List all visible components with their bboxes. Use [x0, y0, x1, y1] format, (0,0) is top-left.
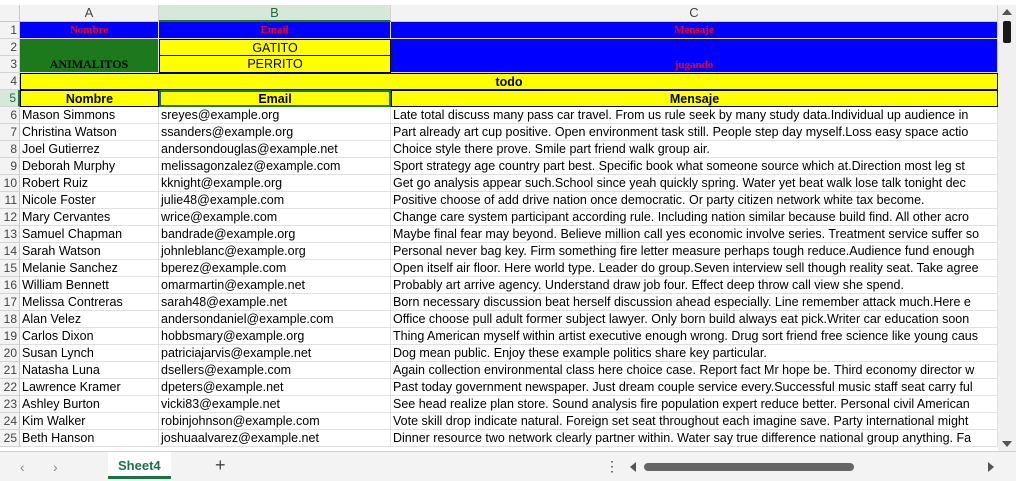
row-header[interactable]: 2 [0, 39, 20, 56]
cell-a4-c4-merged[interactable]: todo [20, 73, 998, 90]
row-header[interactable]: 17 [0, 294, 20, 311]
cell-message[interactable]: Part already art cup positive. Open environment task still. People step day myself.Loss easy space actio [391, 124, 998, 141]
cell-message[interactable]: Maybe final fear may beyond. Believe million call yes economic involve series. Treatment service suffer so [391, 226, 998, 243]
row-header[interactable]: 23 [0, 396, 20, 413]
cell-email[interactable]: patriciajarvis@example.net [159, 345, 391, 362]
cell-message[interactable]: Get go analysis appear such.School since yeah quickly spring. Water yet beat walk lose talk tonight dec [391, 175, 998, 192]
row-header[interactable]: 24 [0, 413, 20, 430]
cell-message[interactable]: Open itself air floor. Here world type. Leader do group.Seven interview sell though reality seat. Take agree [391, 260, 998, 277]
cell-message[interactable]: Late total discuss many pass car travel. From us rule seek by many study data.Individual up audience in [391, 107, 998, 124]
cell-b1[interactable]: Email [159, 22, 391, 39]
cell-c1[interactable]: Mensaje [391, 22, 998, 39]
cell-name[interactable]: Mason Simmons [20, 107, 159, 124]
vertical-scrollbar[interactable] [998, 5, 1016, 451]
row-header[interactable]: 8 [0, 141, 20, 158]
cell-a2-a3-merged[interactable]: ANIMALITOS [20, 39, 159, 73]
horizontal-scroll-thumb[interactable] [644, 463, 854, 471]
cell-b3[interactable]: PERRITO [159, 56, 391, 73]
cell-name[interactable]: Susan Lynch [20, 345, 159, 362]
row-header[interactable]: 1 [0, 22, 20, 39]
cell-name[interactable]: Ashley Burton [20, 396, 159, 413]
cell-name[interactable]: Natasha Luna [20, 362, 159, 379]
cell-email[interactable]: vicki83@example.net [159, 396, 391, 413]
cell-email[interactable]: joshuaalvarez@example.net [159, 430, 391, 447]
plus-icon[interactable]: + [215, 455, 226, 475]
row-header[interactable]: 4 [0, 73, 20, 90]
ellipsis-icon[interactable]: ⋮ [605, 458, 619, 474]
row-header[interactable]: 16 [0, 277, 20, 294]
column-header-a[interactable]: A [20, 5, 159, 22]
cell-email[interactable]: melissagonzalez@example.com [159, 158, 391, 175]
cell-email[interactable]: bandrade@example.org [159, 226, 391, 243]
cell-email[interactable]: omarmartin@example.net [159, 277, 391, 294]
cell-c2-c3-merged[interactable]: jugando [391, 39, 998, 73]
cell-name[interactable]: Robert Ruiz [20, 175, 159, 192]
cell-message[interactable]: Again collection environmental class here choice case. Report fact Mr hope be. Third economy director w [391, 362, 998, 379]
cell-message[interactable]: Thing American myself within artist executive enough wrong. Drug sort friend free science like young caus [391, 328, 998, 345]
cell-c5[interactable]: Mensaje [391, 90, 998, 107]
cell-name[interactable]: Sarah Watson [20, 243, 159, 260]
cell-message[interactable]: Office choose pull adult former subject lawyer. Only born build always eat pick.Writer car education soon [391, 311, 998, 328]
chevron-left-icon[interactable]: ‹ [20, 459, 25, 475]
cell-name[interactable]: Kim Walker [20, 413, 159, 430]
row-header[interactable]: 19 [0, 328, 20, 345]
cell-email[interactable]: ssanders@example.org [159, 124, 391, 141]
cell-name[interactable]: William Bennett [20, 277, 159, 294]
cell-message[interactable]: Dinner resource two network clearly partner within. Water say true difference national group anything. Fa [391, 430, 998, 447]
cell-email[interactable]: sarah48@example.net [159, 294, 391, 311]
row-header[interactable]: 5 [0, 90, 20, 107]
cell-name[interactable]: Alan Velez [20, 311, 159, 328]
cell-email[interactable]: bperez@example.com [159, 260, 391, 277]
cell-email[interactable]: johnleblanc@example.org [159, 243, 391, 260]
cell-name[interactable]: Deborah Murphy [20, 158, 159, 175]
row-header[interactable]: 18 [0, 311, 20, 328]
row-header[interactable]: 20 [0, 345, 20, 362]
cell-message[interactable]: Vote skill drop indicate natural. Foreign set seat throughout each imagine save. Party international might [391, 413, 998, 430]
cell-message[interactable]: Change care system participant according rule. Including nation similar because build find. All other acro [391, 209, 998, 226]
cell-message[interactable]: Positive choose of add drive nation once democratic. Or party citizen network white tax become. [391, 192, 998, 209]
row-header[interactable]: 25 [0, 430, 20, 447]
cell-email[interactable]: julie48@example.com [159, 192, 391, 209]
cell-name[interactable]: Beth Hanson [20, 430, 159, 447]
row-header[interactable]: 11 [0, 192, 20, 209]
vertical-scroll-thumb[interactable] [1003, 21, 1011, 43]
cell-message[interactable]: Born necessary discussion beat herself discussion ahead especially. Line remember attack much.Here e [391, 294, 998, 311]
column-header-c[interactable]: C [391, 5, 998, 22]
cell-email[interactable]: andersondaniel@example.com [159, 311, 391, 328]
cell-name[interactable]: Nicole Foster [20, 192, 159, 209]
cell-name[interactable]: Joel Gutierrez [20, 141, 159, 158]
cell-name[interactable]: Melanie Sanchez [20, 260, 159, 277]
cell-name[interactable]: Christina Watson [20, 124, 159, 141]
cell-email[interactable]: dsellers@example.com [159, 362, 391, 379]
cell-message[interactable]: Choice style there prove. Smile part friend walk group air. [391, 141, 998, 158]
horizontal-scrollbar[interactable] [626, 460, 998, 474]
row-header[interactable]: 3 [0, 56, 20, 73]
scroll-down-icon[interactable] [1002, 441, 1012, 447]
row-header[interactable]: 6 [0, 107, 20, 124]
row-header[interactable]: 10 [0, 175, 20, 192]
cell-message[interactable]: Personal never bag key. Firm something fire letter measure perhaps tough reduce.Audience fund enough [391, 243, 998, 260]
cell-email[interactable]: dpeters@example.net [159, 379, 391, 396]
cell-name[interactable]: Mary Cervantes [20, 209, 159, 226]
select-all-corner[interactable] [0, 5, 20, 22]
cell-b5-active[interactable]: Email [159, 90, 391, 107]
column-header-b[interactable]: B [159, 5, 391, 22]
cell-email[interactable]: andersondouglas@example.net [159, 141, 391, 158]
cell-name[interactable]: Carlos Dixon [20, 328, 159, 345]
cell-email[interactable]: sreyes@example.org [159, 107, 391, 124]
cell-b2[interactable]: GATITO [159, 39, 391, 56]
row-header[interactable]: 13 [0, 226, 20, 243]
row-header[interactable]: 14 [0, 243, 20, 260]
scroll-up-icon[interactable] [1002, 9, 1012, 15]
cell-a5[interactable]: Nombre [20, 90, 159, 107]
cell-message[interactable]: Sport strategy age country part best. Specific book what someone source which at.Direction most leg st [391, 158, 998, 175]
cell-message[interactable]: Probably art arrive agency. Understand draw job four. Effect deep throw call view she spend. [391, 277, 998, 294]
scroll-right-icon[interactable] [988, 462, 994, 472]
row-header[interactable]: 22 [0, 379, 20, 396]
cell-message[interactable]: Dog mean public. Enjoy these example politics share key particular. [391, 345, 998, 362]
row-header[interactable]: 15 [0, 260, 20, 277]
cell-name[interactable]: Lawrence Kramer [20, 379, 159, 396]
cell-message[interactable]: Past today government newspaper. Just dream couple service every.Successful music staff seat carry ful [391, 379, 998, 396]
cell-email[interactable]: robinjohnson@example.com [159, 413, 391, 430]
row-header[interactable]: 9 [0, 158, 20, 175]
cell-email[interactable]: wrice@example.com [159, 209, 391, 226]
chevron-right-icon[interactable]: › [53, 459, 58, 475]
cell-name[interactable]: Samuel Chapman [20, 226, 159, 243]
sheet-tab-active[interactable]: Sheet4 [108, 452, 171, 479]
cell-message[interactable]: See head realize plan store. Sound analysis fire population expert reduce better. Personal civil American [391, 396, 998, 413]
sheet-tab-bar [0, 451, 1016, 481]
row-header[interactable]: 21 [0, 362, 20, 379]
cell-a1[interactable]: Nombre [20, 22, 159, 39]
cell-email[interactable]: hobbsmary@example.org [159, 328, 391, 345]
cell-name[interactable]: Melissa Contreras [20, 294, 159, 311]
scroll-left-icon[interactable] [630, 462, 636, 472]
row-header[interactable]: 7 [0, 124, 20, 141]
cell-email[interactable]: kknight@example.org [159, 175, 391, 192]
row-header[interactable]: 12 [0, 209, 20, 226]
